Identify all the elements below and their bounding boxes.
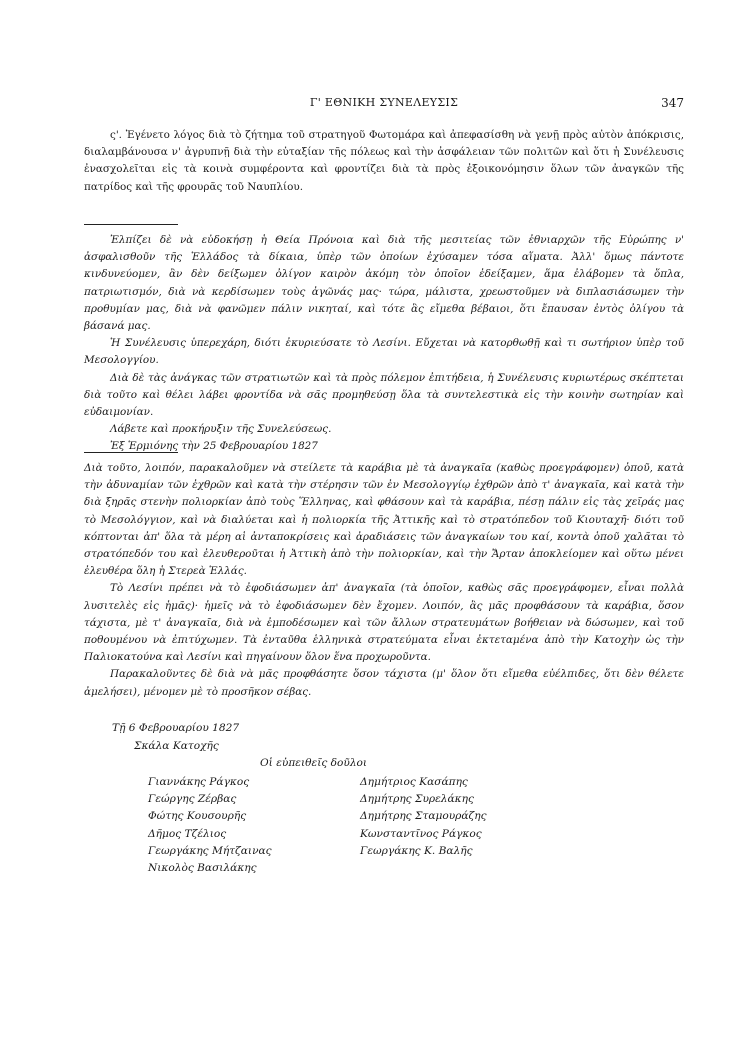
quote2-paragraph: Τὸ Λεσίνι πρέπει νὰ τὸ ἐφοδιάσωμεν ἀπ' ἀναγκαῖα (τὰ ὁποῖον, καθὼς σᾶς προεγράφομεν, εἶναι πολλὰ λυσιτελὲς εἰς ἡμᾶς)· ἡμεῖς νὰ τὸ ἐφοδιάσωμεν δὲν ἔχομεν. Λοιπόν, ἂς μᾶς προφθάσουν τὰ καράβια, ὅσον τάχιστα, μὲ τ' ἀναγκαῖα, διὰ νὰ ἐμποδέσωμεν καὶ τῶν ἄλλων στρατευμάτων βοήθειαν νὰ δώσωμεν, καὶ τοῦ ποθουμένου νὰ ἐπιτύχωμεν. Τὰ ἐνταῦθα ἑλληνικὰ στρατεύματα εἶναι ἐκτεταμένα ἀπὸ τὴν Κατοχὴν ὡς τὴν Παλιοκατούνα καὶ Λεσίνι καὶ πηγαίνουν ὅλον ἕνα προχωροῦντα.	[84, 582, 684, 664]
quote2-paragraph: Διὰ τοῦτο, λοιπόν, παρακαλοῦμεν νὰ στείλετε τὰ καράβια μὲ τὰ ἀναγκαῖα (καθὼς προεγράφομεν) ὁποῦ, κατὰ τὴν ἀδυναμίαν τῶν ἐχθρῶν καὶ κατὰ τὴν στέρησιν τῶν ἐν Μεσολογγίῳ ἐχθρῶν ἀπὸ τ' ἀναγκαῖα, καὶ κατὰ τὴν διὰ ξηρᾶς στενὴν πολιορκίαν ἀπὸ τοὺς Ἕλληνας, καὶ φθάσουν καὶ τὰ καράβια, πέσῃ πάλιν εἰς τὰς χεῖράς μας τὸ Μεσολόγγιον, καὶ νὰ διαλύεται καὶ ἡ πολιορκία τῆς Ἀττικῆς καὶ τὸ στρατόπεδον τοῦ Κιουταχῆ· διότι τοῦ κόπτονται ἀπ' ὅλα τὰ μέρη αἱ ἀνταποκρίσεις καὶ ἀραδιάσεις τῶν ἀναγκαίων του καί, κοντὰ ὁποῦ χαλᾶται τὸ στρατόπεδόν του καὶ ἐλευθεροῦται ἡ Ἀττικὴ ἀπὸ τὴν πολιορκίαν, καὶ τὴν Ἄρταν ἀποκλείομεν καὶ οὕτω μένει ἐλευθέρα ὅλη ἡ Στερεὰ Ἑλλάς.	[84, 462, 684, 578]
signatory-name: Γεωργάκης Κ. Βαλῆς	[360, 844, 473, 857]
signatory-name: Δῆμος Τζέλιος	[148, 827, 227, 840]
section-divider	[84, 452, 178, 453]
quoted-letter-1	[84, 232, 684, 456]
signatory-name: Γεώργης Ζέρβας	[148, 793, 237, 806]
signatory-name: Φώτης Κουσουρῆς	[148, 810, 247, 823]
page-number: 347	[661, 96, 684, 110]
quote1-paragraph: Ἐλπίζει δὲ νὰ εὐδοκήσῃ ἡ Θεία Πρόνοια καὶ διὰ τῆς μεσιτείας τῶν ἐθνιαρχῶν τῆς Εὐρώπης ν' ἀσφαλισθοῦν τῆς Ἑλλάδος τὰ δίκαια, ὑπὲρ τῶν ὁποίων ἐχύσαμεν τόσα αἵματα. Ἀλλ' ὅμως πάντοτε κινδυνεύομεν, ἂν δὲν δείξωμεν ὀλίγον καιρὸν ἀκόμη τὸν ὁποῖον ἐδείξαμεν, ἅμα ἐλάβομεν τὰ ὅπλα, πατριωτισμόν, διὰ νὰ κερδίσωμεν τοὺς ἀγῶνάς μας· τώρα, μάλιστα, χρεωστοῦμεν νὰ διπλασιάσωμεν τὴν προθυμίαν μας, διὰ νὰ φανῶμεν πάλιν νικηταί, καὶ τότε ἃς εἴμεθα βέβαιοι, ὅτι ἔπαυσαν ἐντὸς ὀλίγου τὰ βάσανά μας.	[84, 234, 684, 333]
signatory-name: Γεωργάκης Μήτζαινας	[148, 844, 272, 857]
signatory-name: Δημήτριος Κασάπης	[360, 776, 468, 788]
quote2-paragraph: Παρακαλοῦντες δὲ διὰ νὰ μᾶς προφθάσητε ὅσον τάχιστα (μ' ὅλον ὅτι εἴμεθα εὐέλπιδες, ὅτι δὲν θέλετε ἀμελήσει), μένομεν μὲ τὸ προσῆκον σέβας.	[84, 668, 684, 698]
quote1-paragraph: Διὰ δὲ τὰς ἀνάγκας τῶν στρατιωτῶν καὶ τὰ πρὸς πόλεμον ἐπιτήδεια, ἡ Συνέλευσις κυριωτέρως σκέπτεται διὰ τοῦτο καὶ θέλει λάβει φροντίδα νὰ σᾶς προμηθεύσῃ ὅλα τὰ συντελεστικὰ εἰς τὴν κοινὴν σωτηρίαν καὶ εὐδαιμονίαν.	[84, 371, 684, 419]
quote1-paragraph: Λάβετε καὶ προκήρυξιν τῆς Συνελεύσεως.	[110, 423, 332, 436]
intro-section	[84, 127, 684, 196]
quote1-paragraph: Ἡ Συνέλευσις ὑπερεχάρη, διότι ἐκυριεύσατε τὸ Λεσίνι. Εὔχεται νὰ κατορθωθῇ καὶ τι σωτήριον ὑπὲρ τοῦ Μεσολογγίου.	[84, 337, 684, 367]
signatories-left	[148, 774, 272, 877]
signatories-right	[360, 774, 487, 860]
signatory-name: Γιαννάκης Ράγκος	[148, 776, 250, 788]
quote1-date: Ἐξ Ἑρμιόνης τὴν 25 Φεβρουαρίου 1827	[110, 440, 318, 453]
signatory-name: Κωνσταντῖνος Ράγκος	[360, 827, 482, 840]
section-divider	[84, 224, 178, 225]
quoted-letter-2	[84, 460, 684, 701]
signatory-name: Δημήτρης Συρελάκης	[360, 793, 474, 806]
chapter-title: Γ' ΕΘΝΙΚΗ ΣΥΝΕΛΕΥΣΙΣ	[309, 96, 459, 109]
signature-date: Τῇ 6 Φεβρουαρίου 1827	[112, 722, 240, 734]
signature-place: Σκάλα Κατοχῆς	[134, 740, 219, 752]
signatory-name: Δημήτρης Σταμουράζης	[360, 810, 487, 823]
intro-paragraph: ς'. Ἐγένετο λόγος διὰ τὸ ζήτημα τοῦ στρατηγοῦ Φωτομάρα καὶ ἀπεφασίσθη νὰ γενῇ πρὸς αὐτὸν ἀπόκρισις, διαλαμβάνουσα ν' ἀγρυπνῇ διὰ τὴν εὐταξίαν τῆς πόλεως καὶ τὴν ἀσφάλειαν τῶν πολιτῶν καὶ ὅτι ἡ Συνέλευσις ἐνασχολεῖται εἰς τὰ κοινὰ συμφέροντα καὶ φροντίζει διὰ τὰ πρὸς ἐξοικονόμησιν ὅλων τῶν ἀναγκῶν τῆς πατρίδος καὶ τῆς φρουρᾶς τοῦ Ναυπλίου.	[84, 129, 684, 193]
running-header	[84, 96, 684, 114]
signature-closing: Οἱ εὐπειθεῖς δοῦλοι	[260, 757, 368, 769]
signatory-name: Νικολὸς Βασιλάκης	[148, 862, 257, 875]
